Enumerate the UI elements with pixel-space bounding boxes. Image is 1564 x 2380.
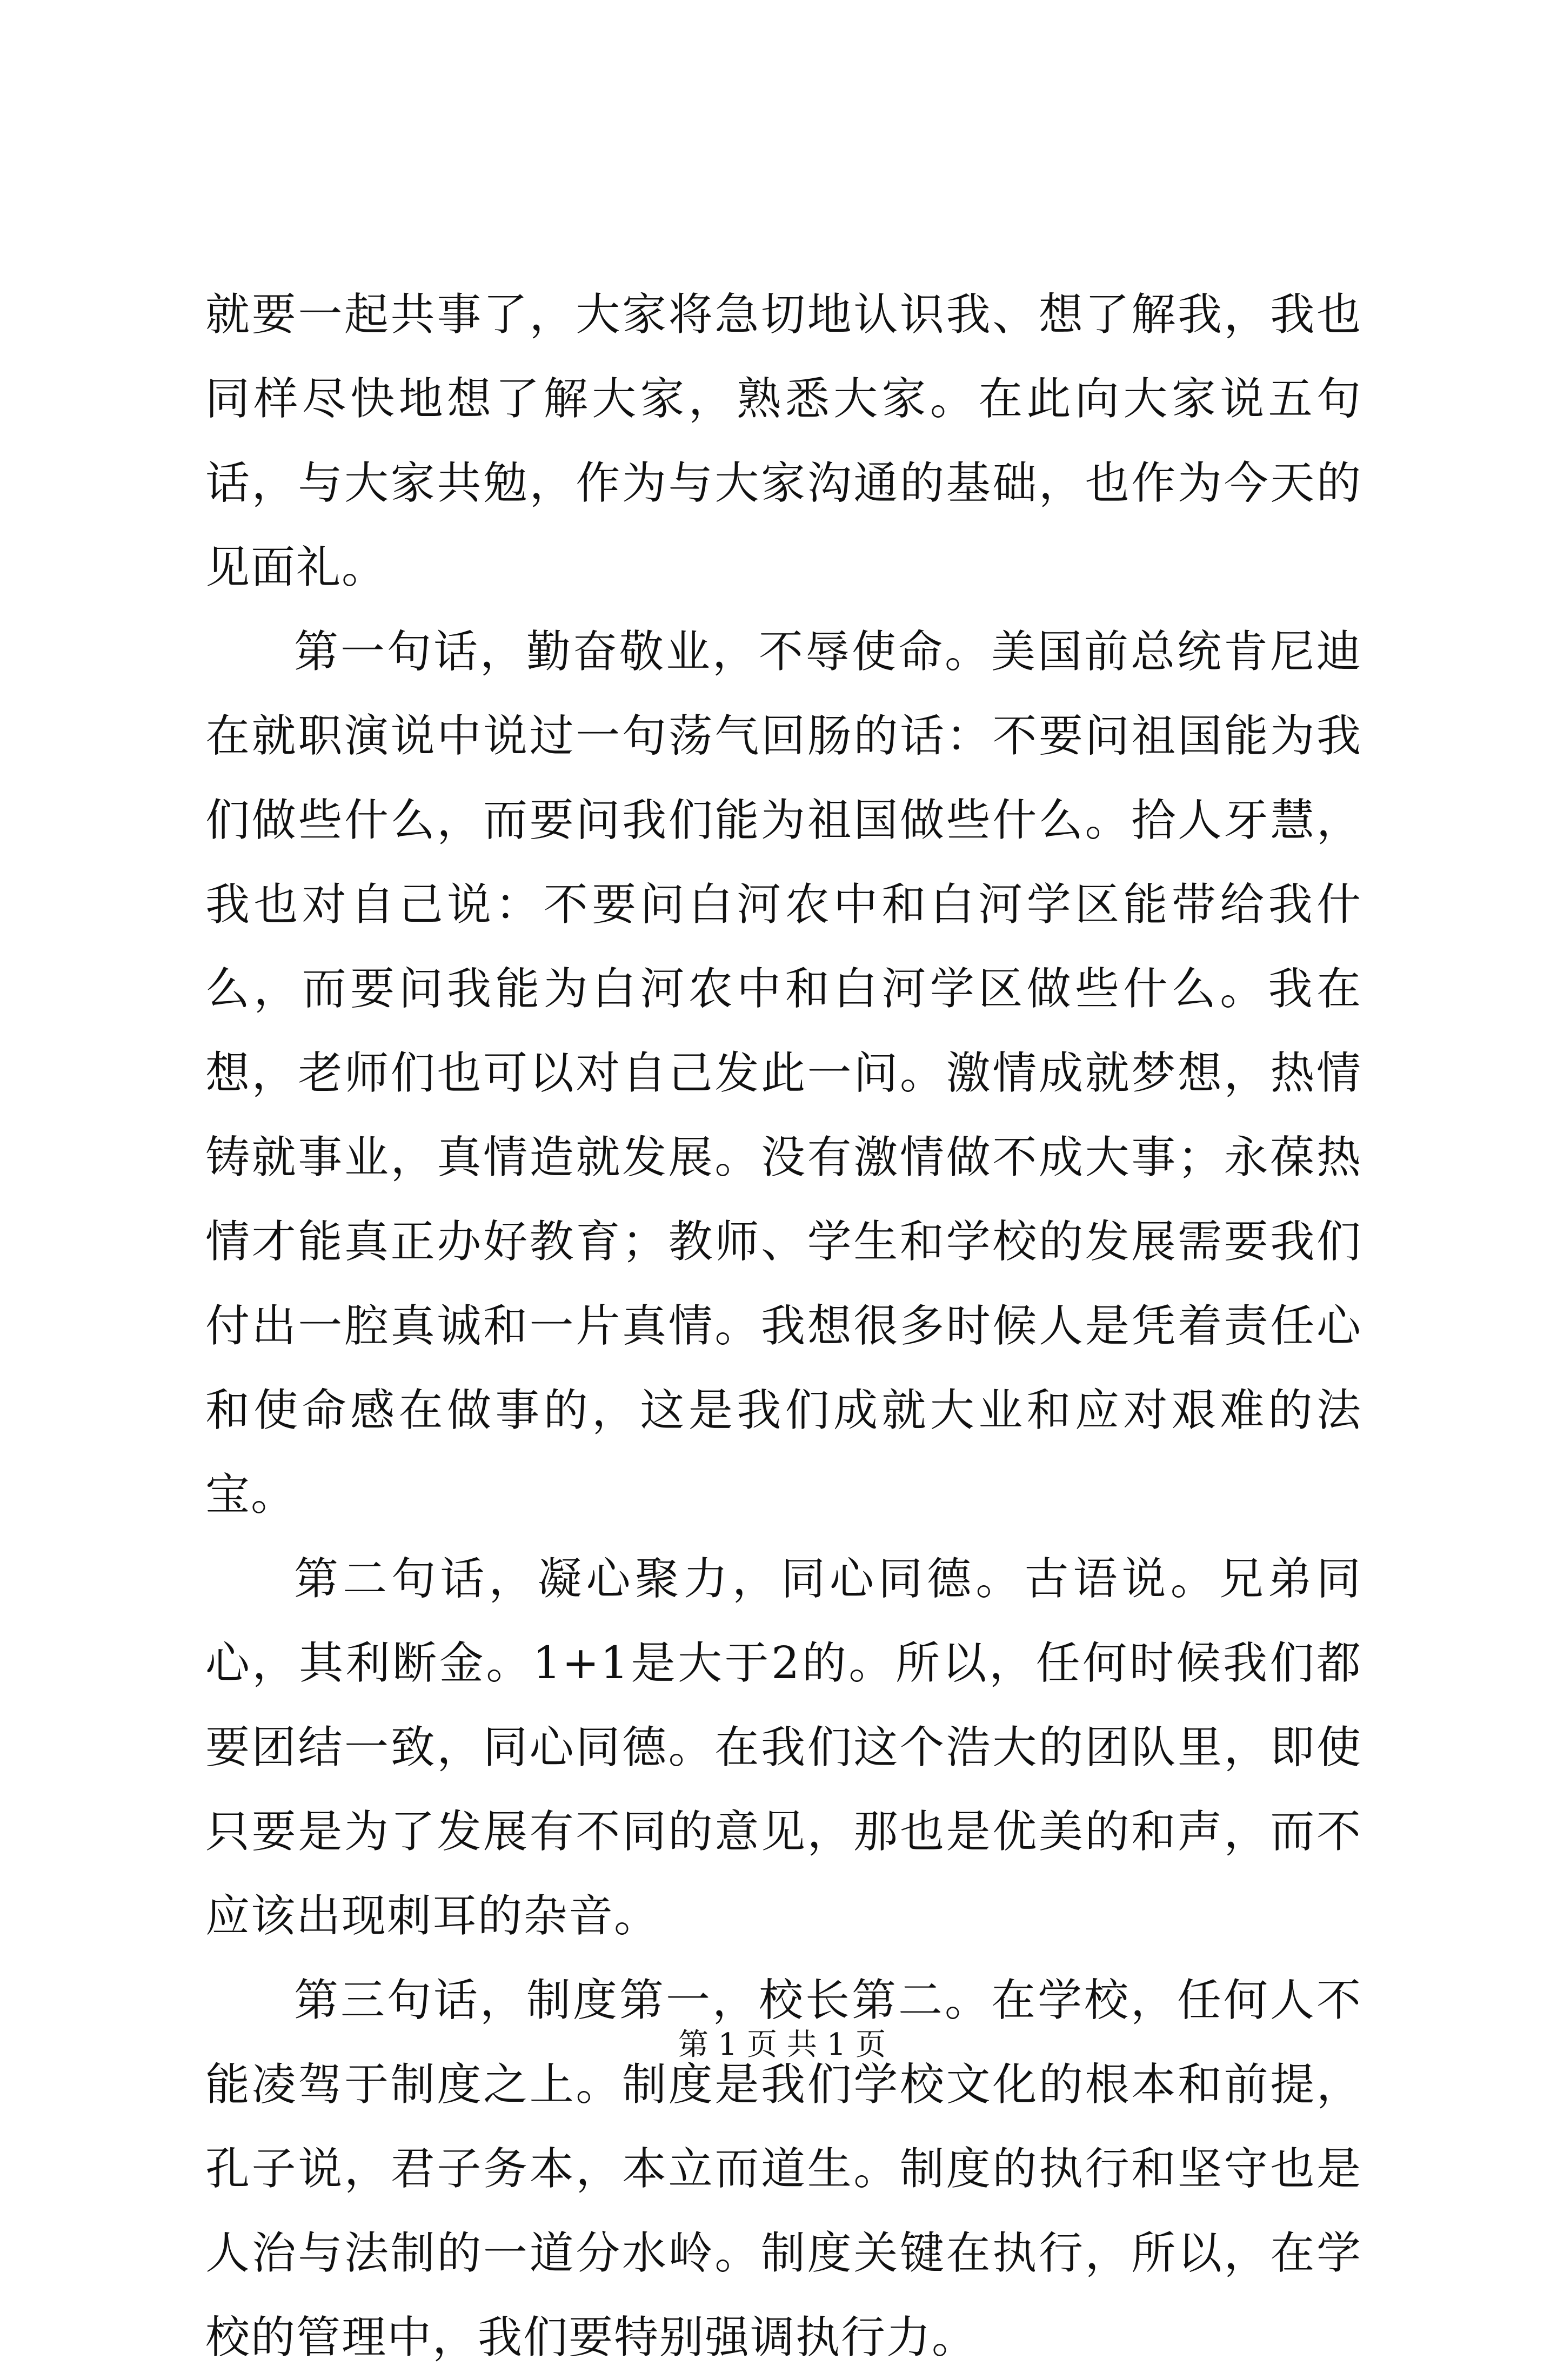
paragraph-first-sentence: 第一句话，勤奋敬业，不辱使命。美国前总统肯尼迪在就职演说中说过一句荡气回肠的话：不要问祖国能为我们做些什么，而要问我们能为祖国做些什么。拾人牙慧，我也对自己说：不要问白河农中和白河学区能带给我什么，而要问我能为白河农中和白河学区做些什么。我在想，老师们也可以对自己发此一问。激情成就梦想，热情铸就事业，真情造就发展。没有激情做不成大事；永葆热情才能真正办好教育；教师、学生和学校的发展需要我们付出一腔真诚和一片真情。我想很多时候人是凭着责任心和使命感在做事的，这是我们成就大业和应对艰难的法宝。 [205, 626, 1362, 1520]
paragraph-second-sentence: 第二句话，凝心聚力，同心同德。古语说。兄弟同心，其利断金。1+1是大于2的。所以，任何时候我们都要团结一致，同心同德。在我们这个浩大的团队里，即使只要是为了发展有不同的意见，那也是优美的和声，而不应该出现刺耳的杂音。 [205, 1553, 1362, 1942]
paragraph-third-sentence: 第三句话，制度第一，校长第二。在学校，任何人不能凌驾于制度之上。制度是我们学校文化的根本和前提，孔子说，君子务本，本立而道生。制度的执行和坚守也是人治与法制的一道分水岭。制度关键在执行，所以，在学校的管理中，我们要特别强调执行力。 [205, 1975, 1362, 2363]
page-footer: 第 1 页 共 1 页 [678, 2027, 886, 2062]
paragraph-intro: 就要一起共事了，大家将急切地认识我、想了解我，我也同样尽快地想了解大家，熟悉大家。在此向大家说五句话，与大家共勉，作为与大家沟通的基础，也作为今天的见面礼。 [205, 289, 1362, 593]
